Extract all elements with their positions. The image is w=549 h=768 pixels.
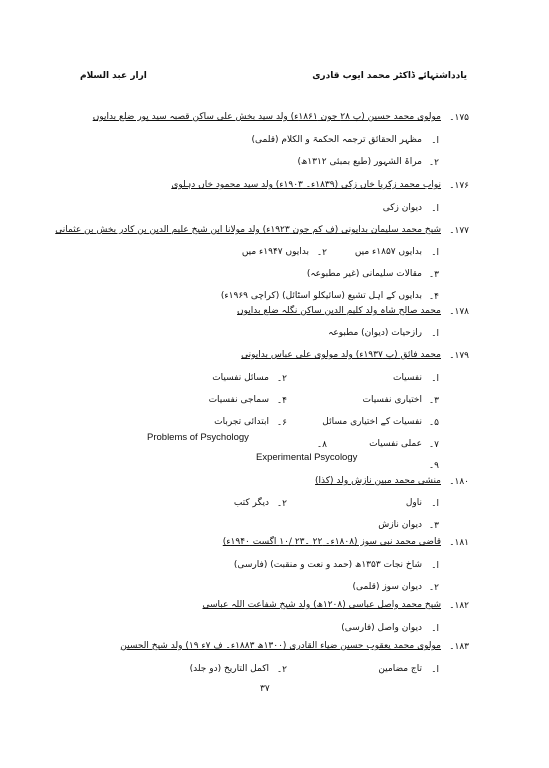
entry-number: ۱۸۱۔ bbox=[449, 538, 469, 548]
item-text: دیوان واصل (فارسی) bbox=[341, 623, 422, 633]
item-text: تاج مضامین bbox=[378, 664, 422, 674]
item-number: ۲۔ bbox=[276, 499, 287, 509]
entry-title: محمد فائق (پ ۱۹۳۷ء) ولد مولوی علی عباس بدایونی bbox=[241, 350, 441, 360]
item-text: شاخ نجات ۱۳۵۳ھ (حمد و نعت و منقبت) (فارسی) bbox=[233, 560, 422, 570]
item-number: ۳۔ bbox=[428, 396, 439, 406]
item-number: ۶۔ bbox=[276, 418, 287, 428]
item-text: عملی نفسیات bbox=[369, 439, 422, 449]
item-text: ابتدائی تجربات bbox=[214, 417, 269, 427]
running-header-right: یادداشتہائے ڈاکٹر محمد ایوب قادری bbox=[312, 71, 467, 81]
item-number: ا۔ bbox=[431, 499, 439, 509]
item-text: دیگر کتب bbox=[233, 498, 269, 508]
item-number: ۹۔ bbox=[428, 461, 439, 471]
item-number: ۲۔ bbox=[316, 248, 327, 258]
item-number: ۲۔ bbox=[276, 665, 287, 675]
item-text: اختیاری نفسیات bbox=[362, 395, 422, 405]
entry-number: ۱۸۳۔ bbox=[449, 642, 469, 652]
item-text: مسائل نفسیات bbox=[212, 373, 269, 383]
entry-number: ۱۷۶۔ bbox=[449, 181, 469, 191]
item-number: ۴۔ bbox=[276, 396, 287, 406]
item-text: بدایوں ۱۸۵۷ء میں bbox=[354, 247, 422, 257]
entry-title: شیخ محمد واصل عباسی (۱۲۰۸ھ) ولد شیخ شفاعت اللہ عباسی bbox=[202, 600, 441, 610]
item-text: مقالات سلیمانی (غیر مطبوعہ) bbox=[306, 269, 422, 279]
entry-title: مولوی محمد حسین (پ ۲۸ جون ۱۸۶۱ء) ولد سید بخش علی ساکن قصبہ سید پور ضلع بدایوں bbox=[92, 112, 441, 122]
item-text: نفسیات کے اختیاری مسائل bbox=[322, 417, 422, 427]
item-number: ۴۔ bbox=[428, 292, 439, 302]
entry-title: مولوی محمد یعقوب حسین ضیاء القادری (۱۳۰۰ھ ۱۸۸۳ء۔ ف ۷ء ۱۹) ولد شیخ الحسین bbox=[120, 641, 441, 651]
item-number: ا۔ bbox=[431, 665, 439, 675]
entry-number: ۱۸۲۔ bbox=[449, 601, 469, 611]
entry-number: ۱۷۸۔ bbox=[449, 307, 469, 317]
item-number: ۳۔ bbox=[428, 270, 439, 280]
item-number: ا۔ bbox=[431, 329, 439, 339]
item-number: ۵۔ bbox=[428, 418, 439, 428]
entry-title: منشی محمد مبین نازش ولد (کذا) bbox=[315, 476, 441, 486]
entry-title: محمد صالح شاہ ولد کلیم الدین ساکن نگلہ ضلع بدایوں bbox=[237, 306, 441, 316]
item-text: مظہر الحقائق ترجمہ الحکمۃ و الکلام (قلمی) bbox=[251, 135, 422, 145]
item-text: مراۃ الشہور (طبع بمبئی ۱۳۱۲ھ) bbox=[297, 157, 422, 167]
item-text: اکمل التاریخ (دو جلد) bbox=[189, 664, 269, 674]
entry-number: ۱۸۰۔ bbox=[449, 477, 469, 487]
item-number: ۷۔ bbox=[428, 440, 439, 450]
item-number: ۳۔ bbox=[428, 521, 439, 531]
item-number: ا۔ bbox=[431, 624, 439, 634]
item-number: ۲۔ bbox=[428, 583, 439, 593]
entry-title: شیخ محمد سلیمان بدایونی (ف کم جون ۱۹۲۳ء) ولد مولانا ابن شیخ علیم الدین بن کادر بخش بن عثمانی bbox=[55, 225, 441, 235]
item-text: دیوان سوز (قلمی) bbox=[352, 582, 422, 592]
item-number: ا۔ bbox=[431, 561, 439, 571]
item-text-latin: Experimental Psycology bbox=[256, 452, 358, 463]
entry-number: ۱۷۵۔ bbox=[449, 113, 469, 123]
item-text: بدایوں کے اہل تشیع (سائیکلو اسٹائل) (کراچی ۱۹۶۹ء) bbox=[220, 291, 422, 301]
item-text: دیوان نازش bbox=[378, 520, 422, 530]
item-text: رازحیات (دیوان) مطبوعہ bbox=[328, 328, 422, 338]
entry-title: نواب محمد زکریا خاں زکی (۱۸۳۹ء۔ ۱۹۰۳ء) ولد سید محمود خاں دہلوی bbox=[171, 180, 441, 190]
item-text: ناول bbox=[405, 498, 422, 508]
item-text: سماجی نفسیات bbox=[208, 395, 269, 405]
item-text: بدایوں ۱۹۴۷ء میں bbox=[241, 247, 309, 257]
item-number: ا۔ bbox=[431, 136, 439, 146]
item-number: ا۔ bbox=[431, 374, 439, 384]
item-text: نفسیات bbox=[392, 373, 422, 383]
item-number: ۲۔ bbox=[428, 158, 439, 168]
page-number: ۳۷ bbox=[260, 684, 270, 694]
entry-title: قاضی محمد نبی سوز (۱۸۰۸ء۔ ۲۲ ۔۲۳ /۱۰ اگست ۱۹۴۰ء) bbox=[222, 537, 441, 547]
item-number: ۸۔ bbox=[316, 440, 327, 450]
item-text-latin: Problems of Psychology bbox=[147, 432, 249, 443]
running-header-left: ارار عبد السلام bbox=[80, 71, 147, 81]
item-number: ا۔ bbox=[431, 204, 439, 214]
item-number: ۲۔ bbox=[276, 374, 287, 384]
item-text: دیوان زکی bbox=[382, 203, 422, 213]
entry-number: ۱۷۹۔ bbox=[449, 351, 469, 361]
entry-number: ۱۷۷۔ bbox=[449, 226, 469, 236]
item-number: ا۔ bbox=[431, 248, 439, 258]
